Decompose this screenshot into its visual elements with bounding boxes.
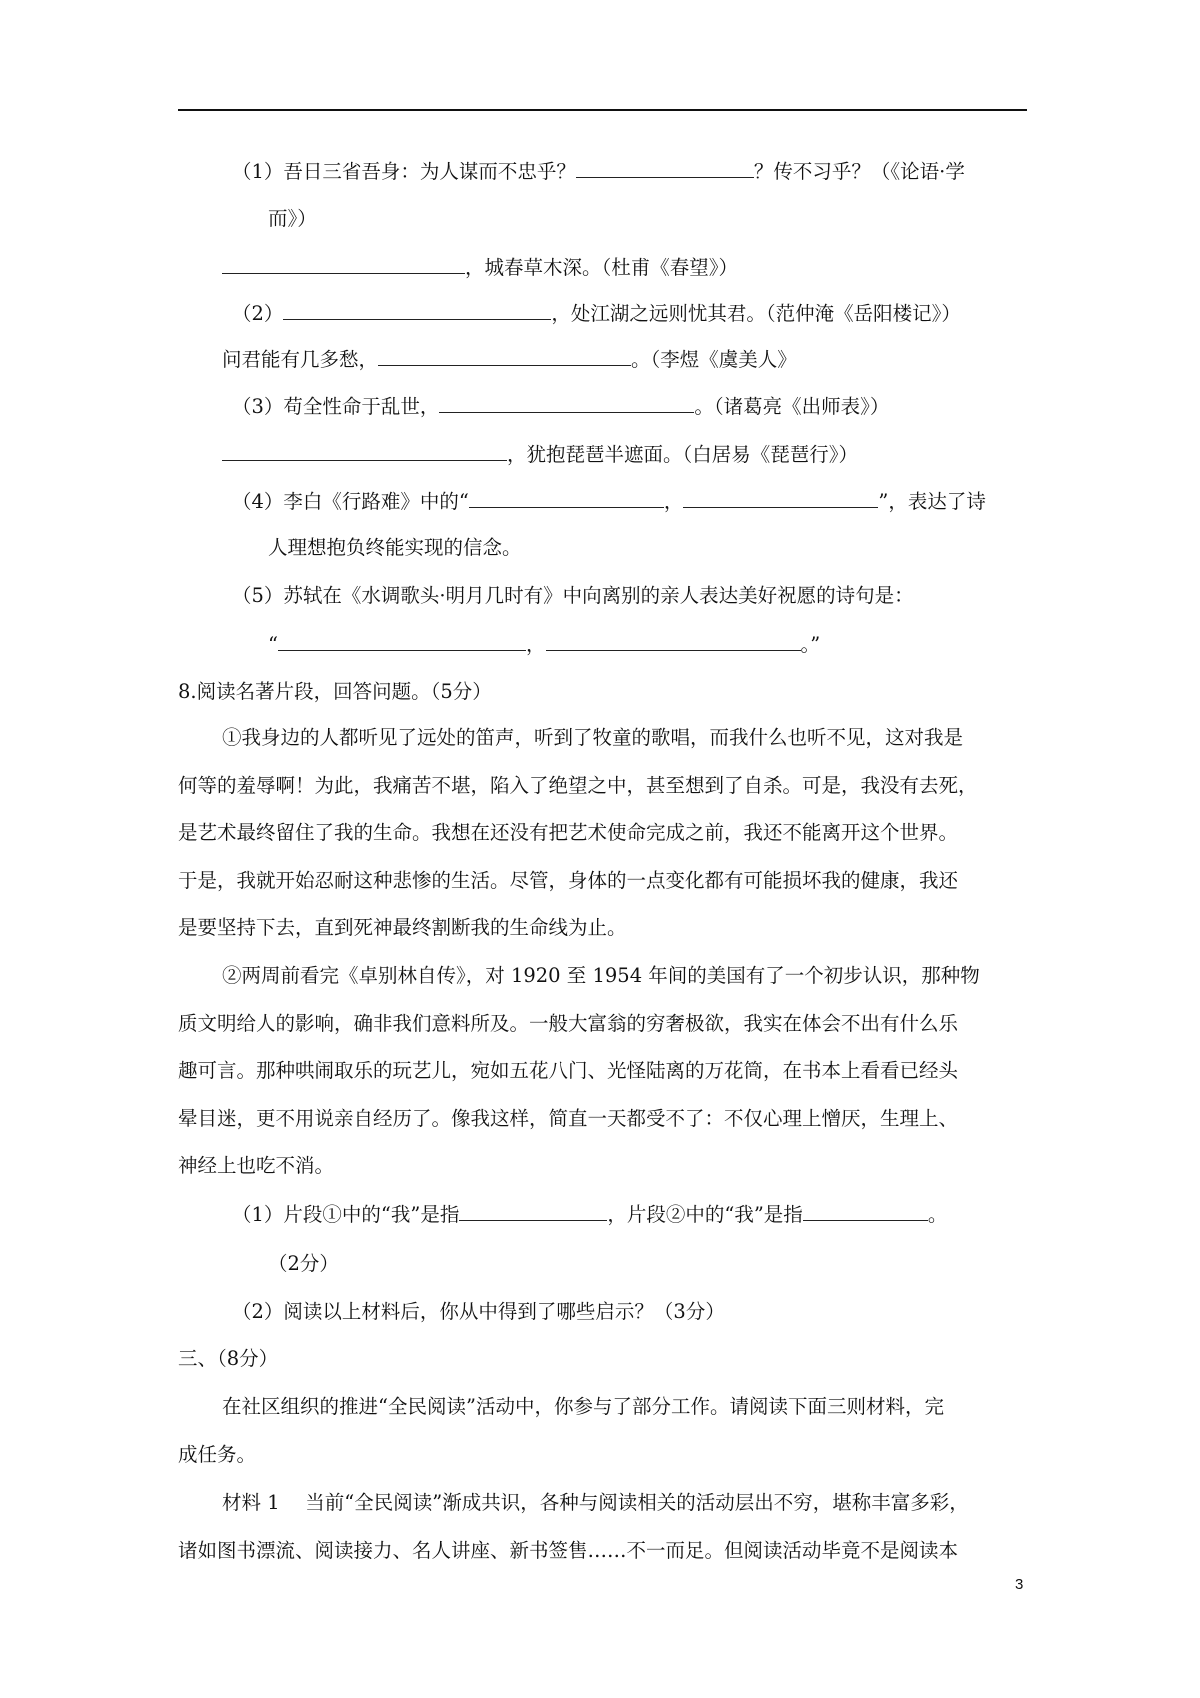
q7-line-9: （5）苏轼在《水调歌头·明月几时有》中向离别的亲人表达美好祝愿的诗句是： [232, 584, 914, 607]
answer-blank[interactable] [222, 440, 507, 461]
answer-blank[interactable] [439, 392, 694, 413]
q8-subquestion-1-score: （2分） [268, 1252, 339, 1275]
q8-p1-line: 是要坚持下去，直到死神最终割断我的生命线为止。 [178, 916, 627, 939]
q8-p1-line: 于是，我就开始忍耐这种悲惨的生活。尽管，身体的一点变化都有可能损坏我的健康，我还 [178, 869, 959, 892]
section-3-intro-line: 成任务。 [178, 1443, 257, 1466]
q7-line-10: “ ， 。” [268, 630, 820, 659]
material-1-line: 诸如图书漂流、阅读接力、名人讲座、新书签售……不一而足。但阅读活动毕竟不是阅读本 [178, 1539, 959, 1562]
q8-p2-line: ②两周前看完《卓别林自传》，对 1920 至 1954 年间的美国有了一个初步认识，那种物 [222, 964, 980, 987]
q8-p1-line: ①我身边的人都听见了远处的笛声，听到了牧童的歌唱，而我什么也听不见，这对我是 [222, 726, 964, 749]
q7-line-1-cont: 而》） [268, 207, 317, 230]
page-number: 3 [1015, 1576, 1024, 1593]
answer-blank[interactable] [278, 630, 526, 651]
q7-line-6: ，犹抱琵琶半遮面。（白居易《琵琶行》） [222, 440, 858, 469]
answer-blank[interactable] [546, 630, 801, 651]
q7-line-7: （4）李白《行路难》中的“ ， ”，表达了诗 [232, 487, 986, 516]
answer-blank[interactable] [469, 487, 664, 508]
answer-blank[interactable] [378, 345, 631, 366]
q7-line-5: （3）苟全性命于乱世， 。（诸葛亮《出师表》） [232, 392, 889, 421]
q7-line-1: （1）吾日三省吾身：为人谋而不忠乎？ ？传不习乎？（《论语·学 [232, 157, 965, 186]
q7-line-3: （2） ，处江湖之远则忧其君。（范仲淹《岳阳楼记》） [232, 299, 961, 328]
answer-blank[interactable] [683, 487, 878, 508]
q8-subquestion-2: （2）阅读以上材料后，你从中得到了哪些启示？（3分） [232, 1300, 725, 1323]
q8-p2-line: 晕目迷，更不用说亲自经历了。像我这样，简直一天都受不了：不仅心理上憎厌，生理上、 [178, 1107, 959, 1130]
material-1-line: 材料 1 当前“全民阅读”渐成共识，各种与阅读相关的活动层出不穷，堪称丰富多彩， [222, 1491, 969, 1514]
q8-p2-line: 质文明给人的影响，确非我们意料所及。一般大富翁的穷奢极欲，我实在体会不出有什么乐 [178, 1012, 959, 1035]
q8-subquestion-1: （1）片段①中的“我”是指 ，片段②中的“我”是指 。 [232, 1200, 947, 1229]
answer-blank[interactable] [283, 299, 551, 320]
q7-line-8: 人理想抱负终能实现的信念。 [268, 536, 522, 559]
q8-p2-line: 神经上也吃不消。 [178, 1154, 335, 1177]
answer-blank[interactable] [803, 1200, 928, 1221]
section-3-title: 三、（8分） [178, 1347, 279, 1370]
q8-p1-line: 是艺术最终留住了我的生命。我想在还没有把艺术使命完成之前，我还不能离开这个世界。 [178, 821, 959, 844]
section-3-intro-line: 在社区组织的推进“全民阅读”活动中，你参与了部分工作。请阅读下面三则材料，完 [222, 1395, 944, 1418]
q7-line-4: 问君能有几多愁， 。（李煜《虞美人》 [222, 345, 797, 374]
q8-title: 8.阅读名著片段，回答问题。（5分） [178, 680, 492, 703]
header-rule [178, 109, 1027, 111]
q8-p2-line: 趣可言。那种哄闹取乐的玩艺儿，宛如五花八门、光怪陆离的万花筒，在书本上看看已经头 [178, 1059, 959, 1082]
answer-blank[interactable] [576, 157, 754, 178]
answer-blank[interactable] [459, 1200, 607, 1221]
q8-p1-line: 何等的羞辱啊！为此，我痛苦不堪，陷入了绝望之中，甚至想到了自杀。可是，我没有去死， [178, 774, 978, 797]
answer-blank[interactable] [222, 253, 465, 274]
q7-line-2: ，城春草木深。（杜甫《春望》） [222, 253, 738, 282]
